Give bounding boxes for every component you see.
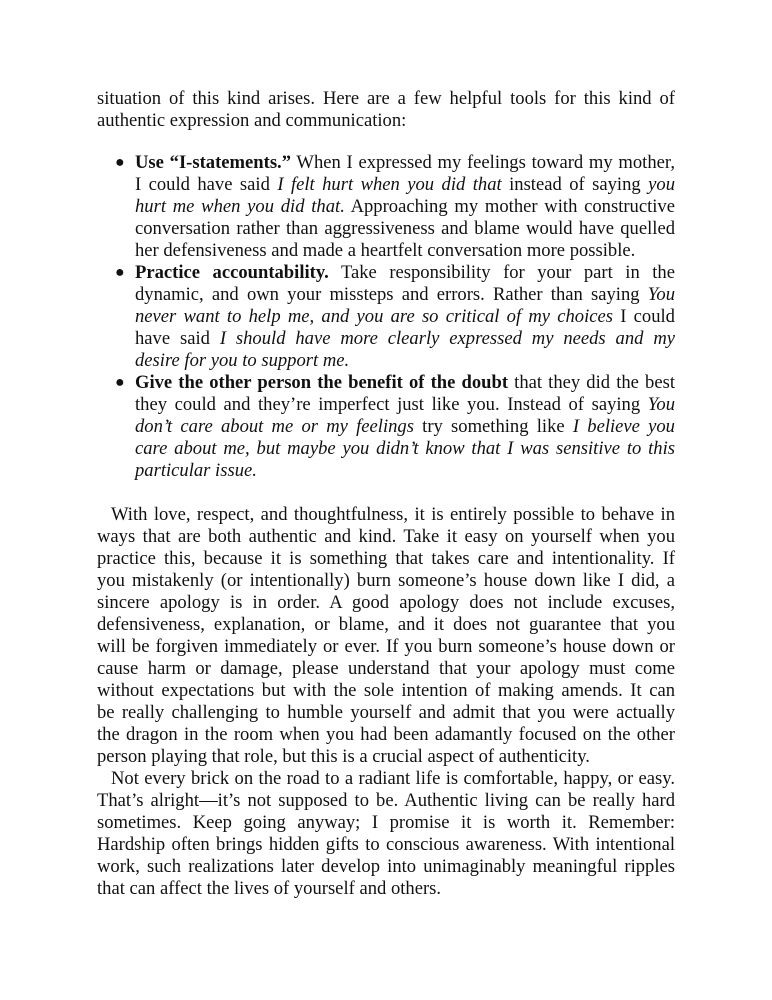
text-line: work, such realizations later develop into unimaginably meaningful ripples [97,856,675,877]
text-line: ways that are both authentic and kind. Take it easy on yourself when you [97,526,675,547]
text-run: try something like [413,416,573,437]
list-item [97,152,675,262]
text-run: dynamic, and own your missteps and errors. Rather than saying [135,284,648,305]
italic-run: don’t care about me or my feelings [135,416,414,437]
text-line [97,174,675,196]
text-line [97,394,675,416]
text-run: they could and they’re imperfect just like you. Instead of saying [135,394,648,415]
italic-run: never want to help me, and you are so critical of my choices [135,306,614,327]
italic-run: I felt hurt when you did that [277,174,502,195]
text-run: When I expressed my feelings toward my mother, [291,152,675,173]
text-line: sincere apology is in order. A good apology does not include excuses, [97,592,675,613]
text-line: authentic expression and communication: [97,110,407,131]
body-paragraph [97,504,675,768]
text-line [97,284,675,306]
intro-paragraph [97,88,675,132]
list-item-heading: Use “I-statements.” [135,152,291,173]
text-line [97,218,675,240]
text-line: be really challenging to humble yourself and admit that you were actually [97,702,675,723]
text-line [97,262,675,284]
text-line [97,438,675,460]
text-line: person playing that role, but this is a crucial aspect of authenticity. [97,746,590,767]
text-run: that they did the best [508,372,675,393]
text-line [97,460,675,482]
list-item [97,372,675,482]
text-run: instead of saying [501,174,649,195]
text-run: conversation rather than aggressiveness and blame would have quelled [135,218,675,239]
italic-run: You [647,284,675,305]
bullet-icon: ● [115,264,125,281]
text-line: Not every brick on the road to a radiant life is comfortable, happy, or easy. [111,768,675,789]
italic-run: I should have more clearly expressed my needs and my [219,328,675,349]
text-run: Approaching my mother with constructive [344,196,675,217]
list-item [97,262,675,372]
italic-run: desire for you to support me. [135,350,350,371]
list-item-heading: Practice accountability. [135,262,329,283]
text-run: I could [613,306,675,327]
text-line [97,152,675,174]
text-run: I could have said [135,174,278,195]
text-line: situation of this kind arises. Here are a few helpful tools for this kind of [97,88,675,109]
bullet-icon: ● [115,154,125,171]
italic-run: hurt me when you did that. [135,196,345,217]
text-line [97,372,675,394]
text-run: Take responsibility for your part in the [328,262,675,283]
text-line [97,240,675,262]
text-line: without expectations but with the sole intention of making amends. It can [97,680,675,701]
italic-run: care about me, but maybe you didn’t know that I was sensitive to this [135,438,675,459]
text-line: you mistakenly (or intentionally) burn someone’s house down like I did, a [97,570,675,591]
text-line: sometimes. Keep going anyway; I promise it is worth it. Remember: [97,812,675,833]
text-line: that can affect the lives of yourself and others. [97,878,442,899]
text-line [97,416,675,438]
text-run: her defensiveness and made a heartfelt conversation more possible. [135,240,636,261]
text-run: have said [135,328,220,349]
text-line: defensiveness, explanation, or blame, and it does not guarantee that you [97,614,675,635]
italic-run: you [648,174,675,195]
text-line: cause harm or damage, please understand that your apology must come [97,658,675,679]
tips-list [97,152,675,482]
text-line [97,306,675,328]
text-line: Hardship often brings hidden gifts to conscious awareness. With intentional [97,834,675,855]
bullet-icon: ● [115,374,125,391]
italic-run: particular issue. [135,460,257,481]
text-line [97,328,675,350]
italic-run: You [647,394,675,415]
italic-run: I believe you [572,416,675,437]
list-item-heading: Give the other person the benefit of the doubt [135,372,509,393]
text-line: With love, respect, and thoughtfulness, it is entirely possible to behave in [111,504,675,525]
text-line: practice this, because it is something that takes care and intentionality. If [97,548,675,569]
text-line [97,196,675,218]
text-line: the dragon in the room when you had been adamantly focused on the other [97,724,675,745]
text-line [97,350,675,372]
body-paragraph [97,768,675,900]
text-line: will be forgiven immediately or ever. If you burn someone’s house down or [97,636,675,657]
text-line: That’s alright—it’s not supposed to be. Authentic living can be really hard [97,790,675,811]
